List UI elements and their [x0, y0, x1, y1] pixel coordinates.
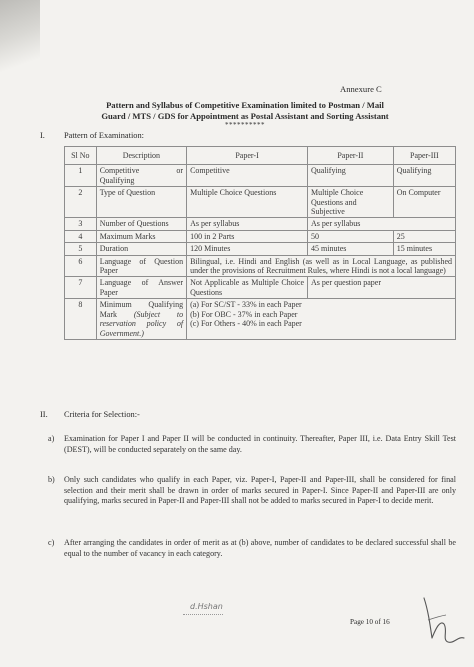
cell-paper-1-2-3	[187, 299, 456, 340]
cell-description: Duration	[96, 243, 186, 255]
cell-paper-2-3: As per question paper	[308, 277, 456, 299]
handwritten-initials: d.Hshan	[190, 602, 223, 611]
pattern-table	[64, 146, 456, 340]
cell-description	[96, 299, 186, 340]
cell-sl: 6	[65, 255, 97, 277]
description-note: (Subject to reservation policy of Government.)	[99, 309, 184, 338]
cell-sl: 4	[65, 230, 97, 242]
cell-paper-3: 25	[393, 230, 455, 242]
cell-sl: 3	[65, 218, 97, 230]
table-row	[65, 277, 456, 299]
cell-paper-2: 45 minutes	[308, 243, 394, 255]
cell-paper-1: As per syllabus	[187, 218, 308, 230]
scan-shadow	[0, 0, 40, 90]
document-title	[40, 100, 450, 129]
header-description: Description	[96, 147, 186, 165]
table-row	[65, 255, 456, 277]
table-row	[65, 230, 456, 242]
paragraph-b	[48, 475, 456, 507]
cell-sl: 1	[65, 165, 97, 187]
mark-line: (b) For OBC - 37% in each Paper	[190, 309, 298, 319]
paragraph-label: c)	[48, 538, 55, 547]
cell-paper-1: Not Applicable as Multiple Choice Questions	[187, 277, 308, 299]
signature-scribble	[418, 590, 468, 650]
section-title: Pattern of Examination:	[64, 131, 145, 140]
paragraph-a	[48, 434, 456, 455]
cell-paper-1: Multiple Choice Questions	[187, 187, 308, 218]
cell-paper-2: Qualifying	[308, 165, 394, 187]
title-stars: **********	[225, 121, 265, 129]
cell-paper-1: Competitive	[187, 165, 308, 187]
mark-line: (c) For Others - 40% in each Paper	[190, 319, 302, 329]
header-paper-1: Paper-I	[187, 147, 308, 165]
cell-description: Language of Answer Paper	[96, 277, 186, 299]
section-title: Criteria for Selection:-	[64, 410, 140, 419]
header-paper-3: Paper-III	[393, 147, 455, 165]
cell-description: Number of Questions	[96, 218, 186, 230]
mark-line: (a) For SC/ST - 33% in each Paper	[190, 300, 302, 310]
description-text: Minimum Qualifying Mark	[99, 300, 184, 319]
page-number: Page 10 of 16	[350, 618, 390, 626]
cell-description: Competitive or Qualifying	[96, 165, 186, 187]
cell-sl: 7	[65, 277, 97, 299]
table-row	[65, 299, 456, 340]
table-row	[65, 243, 456, 255]
paragraph-c	[48, 538, 456, 559]
paragraph-text: After arranging the candidates in order of merit as at (b) above, number of candidates to be declared successful shall be equal to the number of vacancy in each category.	[64, 538, 456, 558]
table-row	[65, 187, 456, 218]
cell-paper-3: On Computer	[393, 187, 455, 218]
cell-paper-3: 15 minutes	[393, 243, 455, 255]
cell-paper-1: 100 in 2 Parts	[187, 230, 308, 242]
table-row	[65, 218, 456, 230]
cell-paper-1: 120 Minutes	[187, 243, 308, 255]
title-line-1: Pattern and Syllabus of Competitive Examination limited to Postman / Mail	[106, 100, 384, 110]
section-number: I.	[40, 131, 45, 140]
annexure-label: Annexure C	[340, 84, 382, 94]
section-number: II.	[40, 410, 48, 419]
paragraph-text: Only such candidates who qualify in each Paper, viz. Paper-I, Paper-II and Paper-III, shall be considered for final selection and their merit shall be drawn in order of marks secured in Paper-I. Since Paper-II and Paper-III are only qualifying, marks secured in Paper-II and Paper-III shall not be added to marks secured in Paper-I to decide merit.	[64, 475, 456, 506]
cell-sl: 5	[65, 243, 97, 255]
paragraph-label: a)	[48, 434, 55, 443]
table-header-row	[65, 147, 456, 165]
cell-paper-2-3: As per syllabus	[308, 218, 456, 230]
header-paper-2: Paper-II	[308, 147, 394, 165]
cell-paper-2: Multiple Choice Questions and Subjective	[308, 187, 394, 218]
cell-description: Maximum Marks	[96, 230, 186, 242]
paragraph-label: b)	[48, 475, 55, 484]
table-row	[65, 165, 456, 187]
cell-paper-2: 50	[308, 230, 394, 242]
cell-paper-1-2-3: Bilingual, i.e. Hindi and English (as well as in Local Language, as published under the provisions of Recruitment Rules, where Hindi is not a local language)	[187, 255, 456, 277]
header-sl: Sl No	[65, 147, 97, 165]
signature-underline	[183, 614, 223, 615]
cell-description: Type of Question	[96, 187, 186, 218]
title-line-2: Guard / MTS / GDS for Appointment as Postal Assistant and Sorting Assistant	[101, 110, 389, 121]
cell-description: Language of Question Paper	[96, 255, 186, 277]
cell-sl: 2	[65, 187, 97, 218]
paragraph-text: Examination for Paper I and Paper II will be conducted in continuity. Thereafter, Paper III, i.e. Data Entry Skill Test (DEST), will be conducted separately on the same day.	[64, 434, 456, 454]
cell-paper-3: Qualifying	[393, 165, 455, 187]
cell-sl: 8	[65, 299, 97, 340]
